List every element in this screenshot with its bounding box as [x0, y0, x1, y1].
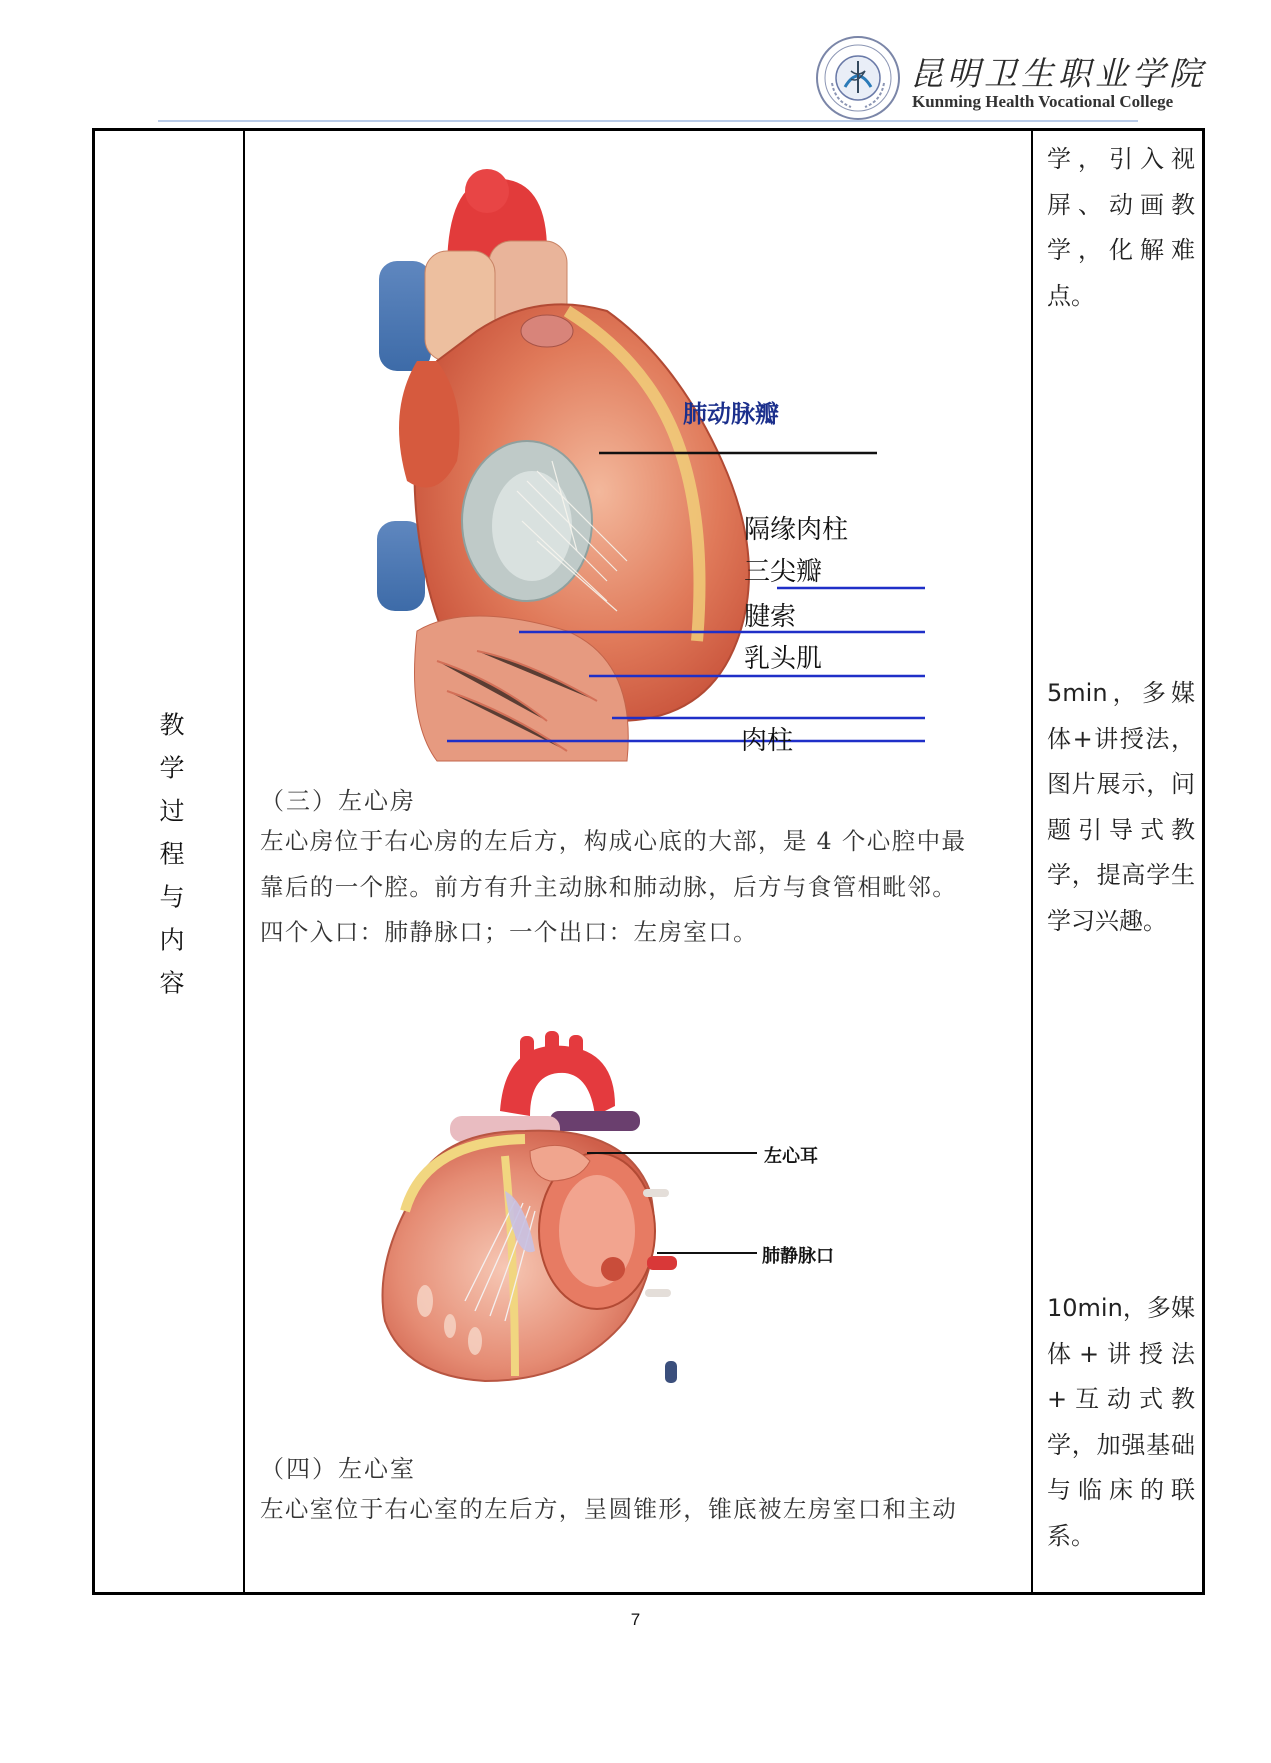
college-name-english: Kunming Health Vocational College	[912, 92, 1174, 111]
paragraph-line: 左心室位于右心室的左后方，呈圆锥形，锥底被左房室口和主动	[260, 1495, 958, 1523]
teaching-notes-cell	[1033, 131, 1203, 1592]
page-header	[0, 0, 1271, 125]
label-pulmonary-vein-orifice: 肺静脉口	[762, 1246, 834, 1267]
label-septomarginal-trabecula: 隔缘肉柱	[744, 515, 849, 545]
paragraph-line: 靠后的一个腔。前方有升主动脉和肺动脉，后方与食管相毗邻。	[260, 872, 958, 901]
figure2-pointer-lines	[587, 1131, 787, 1291]
paragraph-line: 四个入口：肺静脉口；一个出口：左房室口。	[260, 918, 758, 946]
label-papillary-muscle: 乳头肌	[744, 644, 823, 674]
paragraph-line: 左心房位于右心房的左后方，构成心底的大部，是 4 个心腔中最	[260, 827, 967, 855]
figure1-pointer-line-bottom	[447, 731, 927, 751]
section-heading-left-atrium: （三）左心房	[260, 787, 416, 815]
teaching-note-2: 5min，多媒体+讲授法，图片展示，问题引导式教学，提高学生学习兴趣。	[1047, 679, 1195, 935]
page-number: 7	[630, 1610, 641, 1629]
header-divider	[158, 120, 1138, 122]
section-heading-left-ventricle: （四）左心室	[260, 1455, 416, 1483]
figure1-pointer-lines	[447, 271, 927, 751]
label-tricuspid-valve: 三尖瓣	[744, 557, 823, 587]
lesson-plan-table	[92, 128, 1205, 1595]
superior-vena-cava-shape	[379, 261, 431, 371]
college-name-chinese: 昆明卫生职业学院	[910, 54, 1206, 93]
row-label-cell	[95, 131, 245, 1592]
label-pulmonary-valve: 肺动脉瓣	[683, 400, 779, 428]
row-label: 教学过程与内容	[156, 711, 185, 1012]
label-trabeculae-carneae: 肉柱	[741, 726, 794, 756]
college-seal-icon	[815, 35, 901, 121]
label-chordae-tendineae: 腱索	[744, 602, 797, 632]
section-paragraph-left-atrium	[260, 819, 1025, 956]
content-cell	[247, 131, 1031, 1592]
label-left-auricle: 左心耳	[764, 1146, 818, 1167]
teaching-note-1: 学，引入视屏、动画教学，化解难点。	[1047, 145, 1195, 310]
teaching-note-3: 10min，多媒体+讲授法+互动式教学，加强基础与临床的联系。	[1047, 1294, 1195, 1550]
section-paragraph-left-ventricle	[260, 1487, 1025, 1533]
